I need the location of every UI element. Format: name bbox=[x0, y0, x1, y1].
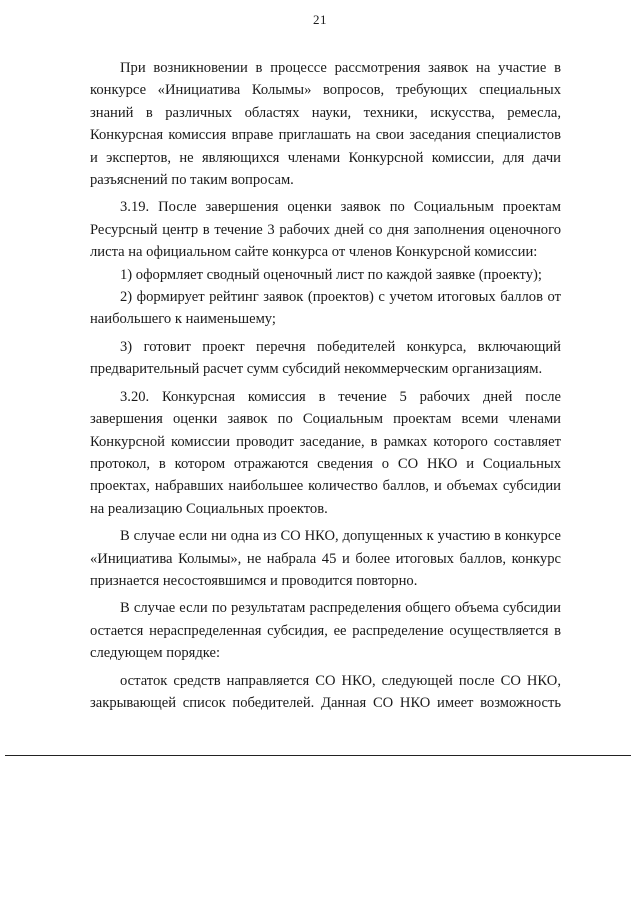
paragraph-3-20: 3.20. Конкурсная комиссия в течение 5 рабочих дней после завершения оценки заявок по Социальным проектам всеми членами Конкурсной комиссии проводит заседание, в рамках которого составляет протокол, в котором отражаются сведения о СО НКО и Социальных проектах, набравших наибольшее количество баллов, и объемах субсидии на реализацию Социальных проектов. bbox=[90, 388, 561, 517]
list-item-2: 2) формирует рейтинг заявок (проектов) с учетом итоговых баллов от наибольшего к наименьшему; bbox=[90, 289, 561, 328]
bottom-divider-line bbox=[5, 755, 631, 756]
document-body bbox=[90, 57, 561, 714]
list-item-3: 3) готовит проект перечня победителей конкурса, включающий предварительный расчет сумм субсидий некоммерческим организациям. bbox=[90, 338, 561, 378]
paragraph-3-19: 3.19. После завершения оценки заявок по Социальным проектам Ресурсный центр в течение 3 рабочих дней со дня заполнения оценочного листа на официальном сайте конкурса от членов Конкурсной комиссии: bbox=[90, 199, 561, 261]
page-number: 21 bbox=[313, 12, 327, 27]
list-item-1: 1) оформляет сводный оценочный лист по каждой заявке (проекту); bbox=[120, 266, 542, 283]
paragraph-remaining-subsidy: В случае если по результатам распределения общего объема субсидии остается нераспределенная субсидия, ее распределение осуществляется в следующем порядке: bbox=[90, 600, 561, 662]
paragraph-expert-invitation: При возникновении в процессе рассмотрения заявок на участие в конкурсе «Инициатива Колымы» вопросов, требующих специальных знаний в различных областях науки, техники, искусства, ремесла, Конкурсная комиссия вправе приглашать на свои заседания специалистов и экспертов, не являющихся членами Конкурсной комиссии, для дачи разъяснений по таким вопросам. bbox=[90, 60, 561, 189]
paragraph-contest-failed: В случае если ни одна из СО НКО, допущенных к участию в конкурсе «Инициатива Колымы», не набрала 45 и более итоговых баллов, конкурс признается несостоявшимся и проводится повторно. bbox=[90, 528, 561, 589]
paragraph-remainder-allocation: остаток средств направляется СО НКО, следующей после СО НКО, закрывающей список победителей. Данная СО НКО имеет возможность bbox=[90, 672, 561, 711]
